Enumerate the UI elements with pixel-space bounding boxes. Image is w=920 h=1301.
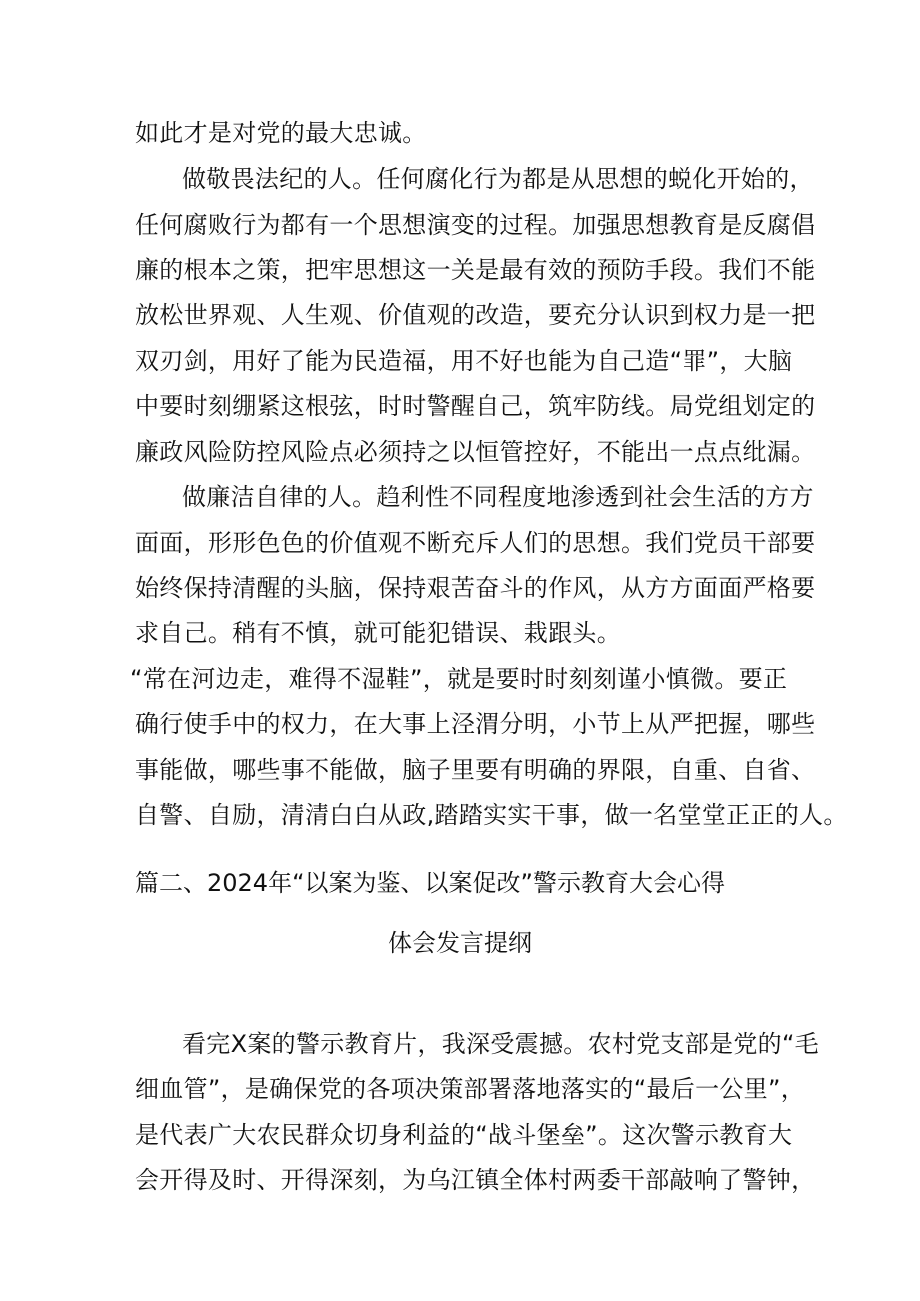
paragraph-line: 确行使手中的权力，在大事上泾渭分明，小节上从严把握，哪些 xyxy=(135,710,816,738)
paragraph-line: 放松世界观、人生观、价值观的改造，要充分认识到权力是一把 xyxy=(135,301,816,329)
paragraph-line: 做廉洁自律的人。趋利性不同程度地渗透到社会生活的方方 xyxy=(182,483,814,511)
paragraph-line: 廉政风险防控风险点必须持之以恒管控好，不能出一点点纰漏。 xyxy=(135,438,816,466)
paragraph-line: 始终保持清醒的头脑，保持艰苦奋斗的作风，从方方面面严格要 xyxy=(135,574,816,602)
paragraph-line: 是代表广大农民群众切身利益的“战斗堡垒”。这次警示教育大 xyxy=(135,1121,793,1149)
paragraph-line: 细血管”，是确保党的各项决策部署落地落实的“最后一公里”， xyxy=(135,1075,805,1103)
paragraph-line: 事能做，哪些事不能做，脑子里要有明确的界限，自重、自省、 xyxy=(135,756,816,784)
paragraph-line: 如此才是对党的最大忠诚。 xyxy=(135,119,427,147)
paragraph-line: 任何腐败行为都有一个思想演变的过程。加强思想教育是反腐倡 xyxy=(135,211,816,239)
paragraph-line: 求自己。稍有不慎，就可能犯错误、栽跟头。 xyxy=(135,619,621,647)
paragraph-line: 面面，形形色色的价值观不断充斥人们的思想。我们党员干部要 xyxy=(135,529,816,557)
section-heading: 篇二、2024年“以案为鉴、以案促改”警示教育大会心得 xyxy=(135,869,725,897)
paragraph-line: 自警、自励，清清白白从政,踏踏实实干事，做一名堂堂正正的人。 xyxy=(135,801,848,829)
paragraph-line: 看完X案的警示教育片，我深受震撼。农村党支部是党的“毛 xyxy=(182,1030,819,1058)
paragraph-line: 双刃剑，用好了能为民造福，用不好也能为自己造“罪”，大脑 xyxy=(135,347,793,375)
paragraph-line: 会开得及时、开得深刻，为乌江镇全体村两委干部敲响了警钟， xyxy=(135,1166,816,1194)
paragraph-line: “常在河边走，难得不湿鞋”，就是要时时刻刻谨小慎微。要正 xyxy=(130,665,788,693)
paragraph-line: 做敬畏法纪的人。任何腐化行为都是从思想的蜕化开始的， xyxy=(182,165,814,193)
paragraph-line: 中要时刻绷紧这根弦，时时警醒自己，筑牢防线。局党组划定的 xyxy=(135,392,816,420)
section-heading-continued: 体会发言提纲 xyxy=(388,929,532,957)
paragraph-line: 廉的根本之策，把牢思想这一关是最有效的预防手段。我们不能 xyxy=(135,256,816,284)
